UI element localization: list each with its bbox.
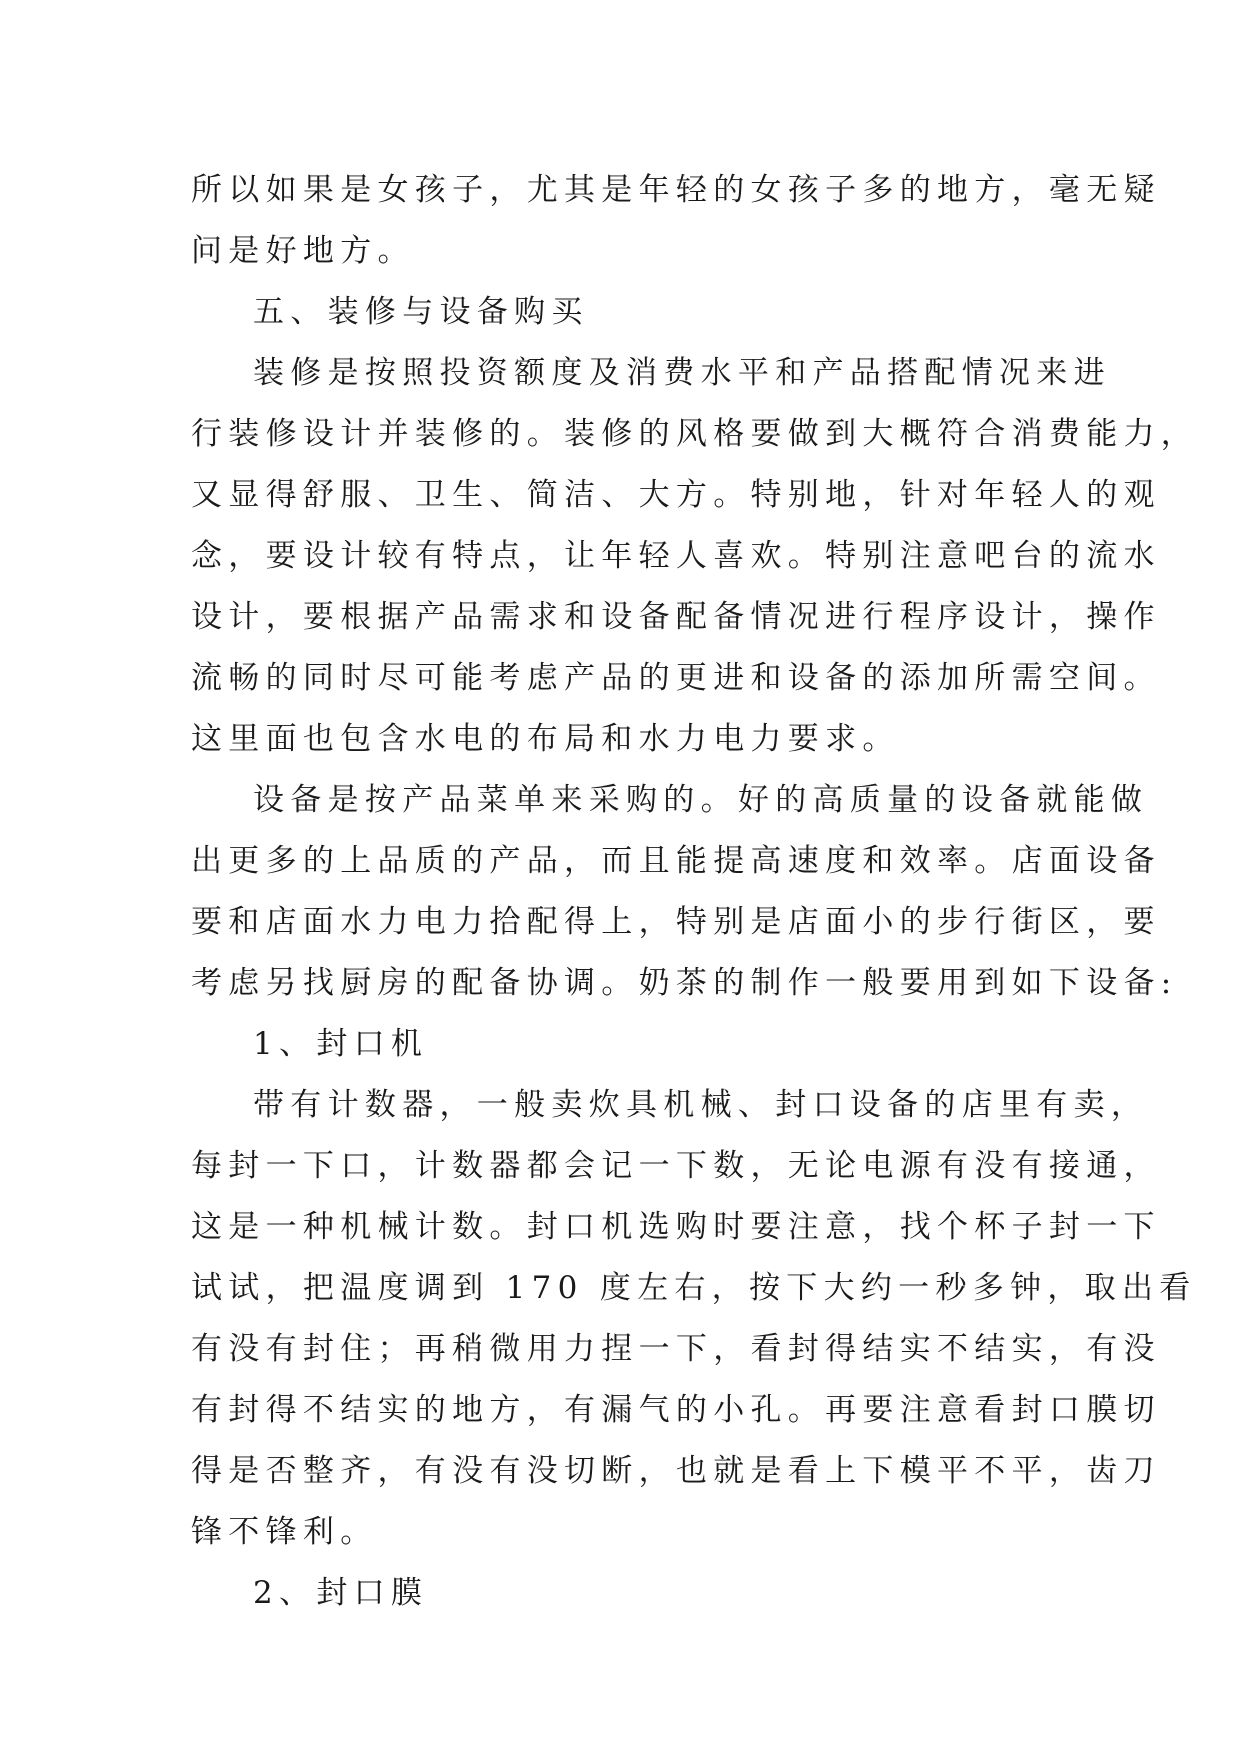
body-text-line: 这里面也包含水电的布局和水力电力要求。 bbox=[191, 721, 900, 757]
body-text-line: 所以如果是女孩子，尤其是年轻的女孩子多的地方，毫无疑 bbox=[191, 172, 1161, 208]
body-text-line: 念，要设计较有特点，让年轻人喜欢。特别注意吧台的流水 bbox=[191, 538, 1161, 574]
body-text-line: 设计，要根据产品需求和设备配备情况进行程序设计，操作 bbox=[191, 599, 1161, 635]
body-text-line: 考虑另找厨房的配备协调。奶茶的制作一般要用到如下设备: bbox=[191, 965, 1178, 1001]
body-text-line: 每封一下口，计数器都会记一下数，无论电源有没有接通， bbox=[191, 1148, 1161, 1184]
paragraph-first-line: 带有计数器，一般卖炊具机械、封口设备的店里有卖， bbox=[253, 1087, 1149, 1123]
body-text-line: 这是一种机械计数。封口机选购时要注意，找个杯子封一下 bbox=[191, 1209, 1161, 1245]
body-text-line: 得是否整齐，有没有没切断，也就是看上下模平不平，齿刀 bbox=[191, 1453, 1161, 1489]
body-text-line: 行装修设计并装修的。装修的风格要做到大概符合消费能力， bbox=[191, 416, 1199, 452]
paragraph-first-line: 装修是按照投资额度及消费水平和产品搭配情况来进 bbox=[253, 355, 1111, 391]
section-heading: 五、装修与设备购买 bbox=[253, 294, 589, 330]
subsection-heading: 1、封口机 bbox=[253, 1026, 429, 1062]
subsection-heading: 2、封口膜 bbox=[253, 1575, 429, 1611]
body-text-line: 有没有封住；再稍微用力捏一下，看封得结实不结实，有没 bbox=[191, 1331, 1161, 1367]
document-body bbox=[191, 160, 1199, 1624]
body-text-line: 试试，把温度调到 170 度左右，按下大约一秒多钟，取出看 bbox=[191, 1270, 1197, 1306]
body-text-line: 有封得不结实的地方，有漏气的小孔。再要注意看封口膜切 bbox=[191, 1392, 1161, 1428]
body-text-line: 流畅的同时尽可能考虑产品的更进和设备的添加所需空间。 bbox=[191, 660, 1161, 696]
paragraph-first-line: 设备是按产品菜单来采购的。好的高质量的设备就能做 bbox=[253, 782, 1149, 818]
body-text-line: 锋不锋利。 bbox=[191, 1514, 378, 1550]
body-text-line: 要和店面水力电力拾配得上，特别是店面小的步行街区，要 bbox=[191, 904, 1161, 940]
body-text-line: 又显得舒服、卫生、简洁、大方。特别地，针对年轻人的观 bbox=[191, 477, 1161, 513]
body-text-line: 出更多的上品质的产品，而且能提高速度和效率。店面设备 bbox=[191, 843, 1161, 879]
body-text-line: 问是好地方。 bbox=[191, 233, 415, 269]
